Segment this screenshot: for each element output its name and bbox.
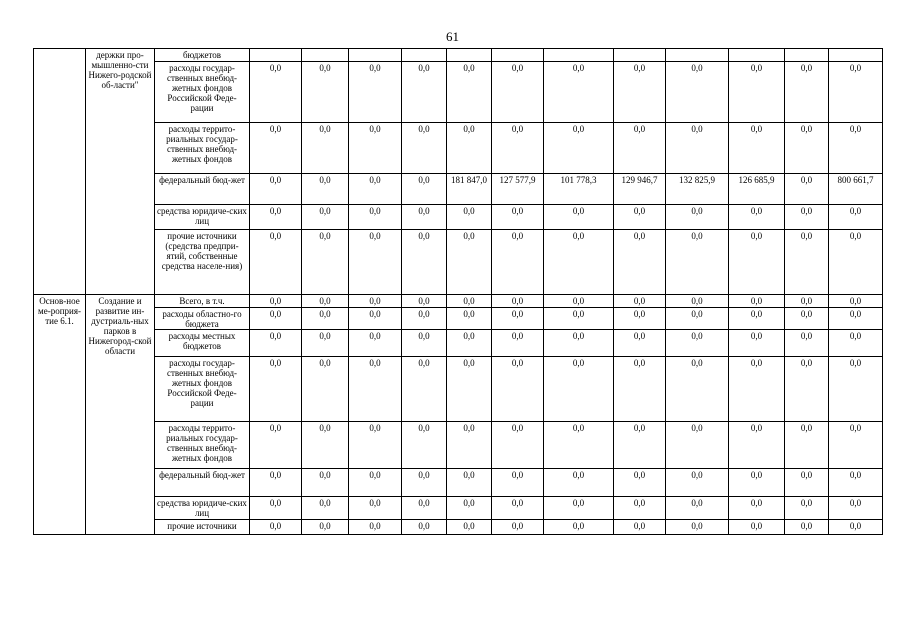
value-cell: 0,0 [829,330,883,357]
value-cell: 0,0 [544,422,614,469]
table-row [34,295,883,308]
value-cell [250,49,302,62]
value-cell: 0,0 [349,497,402,520]
value-cell: 0,0 [785,497,829,520]
event-name-cell: держки про-мышленно-сти Нижего-родской об-ласти" [86,49,155,295]
value-cell: 0,0 [729,422,785,469]
value-cell: 0,0 [544,62,614,123]
value-cell: 0,0 [544,123,614,174]
table-row [34,49,883,62]
value-cell: 0,0 [729,123,785,174]
value-cell: 0,0 [785,62,829,123]
value-cell [666,49,729,62]
value-cell: 0,0 [302,469,349,497]
value-cell: 0,0 [250,308,302,330]
value-cell: 0,0 [666,520,729,535]
value-cell: 0,0 [829,295,883,308]
value-cell: 0,0 [402,295,447,308]
funding-source-cell: Всего, в т.ч. [155,295,250,308]
value-cell: 0,0 [614,357,666,422]
value-cell: 0,0 [729,295,785,308]
value-cell: 0,0 [402,308,447,330]
value-cell: 0,0 [729,230,785,295]
value-cell: 0,0 [302,357,349,422]
table-row [34,422,883,469]
value-cell: 132 825,9 [666,174,729,205]
value-cell: 0,0 [402,174,447,205]
table-row [34,123,883,174]
value-cell: 0,0 [302,422,349,469]
table-row [34,357,883,422]
value-cell: 0,0 [785,308,829,330]
value-cell: 0,0 [544,469,614,497]
value-cell: 0,0 [666,123,729,174]
value-cell: 0,0 [302,205,349,230]
value-cell: 0,0 [447,62,492,123]
value-cell: 0,0 [447,357,492,422]
value-cell [447,49,492,62]
value-cell: 0,0 [666,497,729,520]
value-cell: 0,0 [785,174,829,205]
value-cell: 0,0 [614,497,666,520]
value-cell: 0,0 [666,357,729,422]
value-cell: 0,0 [250,205,302,230]
value-cell: 0,0 [250,330,302,357]
value-cell [349,49,402,62]
value-cell: 0,0 [729,330,785,357]
table-row [34,520,883,535]
value-cell: 0,0 [349,230,402,295]
section-top [34,49,883,295]
value-cell: 0,0 [402,422,447,469]
value-cell: 0,0 [302,230,349,295]
value-cell: 0,0 [250,469,302,497]
value-cell [785,49,829,62]
value-cell: 0,0 [829,62,883,123]
value-cell [302,49,349,62]
value-cell: 0,0 [785,205,829,230]
value-cell: 0,0 [614,295,666,308]
value-cell: 0,0 [302,295,349,308]
value-cell: 0,0 [614,230,666,295]
value-cell: 0,0 [447,308,492,330]
value-cell: 0,0 [614,422,666,469]
value-cell: 126 685,9 [729,174,785,205]
value-cell: 0,0 [785,230,829,295]
value-cell: 0,0 [492,422,544,469]
funding-source-cell: федеральный бюд-жет [155,174,250,205]
value-cell: 0,0 [544,230,614,295]
value-cell: 0,0 [447,295,492,308]
value-cell: 0,0 [250,497,302,520]
table-row [34,330,883,357]
value-cell: 0,0 [729,62,785,123]
value-cell: 101 778,3 [544,174,614,205]
value-cell: 0,0 [492,230,544,295]
value-cell: 0,0 [729,497,785,520]
value-cell: 0,0 [402,123,447,174]
value-cell: 0,0 [729,520,785,535]
value-cell: 129 946,7 [614,174,666,205]
value-cell: 0,0 [666,308,729,330]
value-cell: 0,0 [402,520,447,535]
value-cell: 0,0 [492,308,544,330]
value-cell: 0,0 [302,123,349,174]
value-cell: 0,0 [829,469,883,497]
value-cell: 0,0 [447,422,492,469]
value-cell: 0,0 [829,308,883,330]
value-cell: 0,0 [666,62,729,123]
value-cell: 0,0 [492,330,544,357]
funding-source-cell: расходы областно-го бюджета [155,308,250,330]
value-cell: 0,0 [302,330,349,357]
value-cell: 0,0 [402,497,447,520]
value-cell: 0,0 [349,123,402,174]
value-cell: 0,0 [544,520,614,535]
value-cell: 0,0 [492,497,544,520]
value-cell: 0,0 [785,123,829,174]
value-cell: 0,0 [614,308,666,330]
value-cell: 0,0 [614,123,666,174]
value-cell: 0,0 [666,469,729,497]
value-cell: 0,0 [785,357,829,422]
value-cell: 0,0 [349,469,402,497]
value-cell: 0,0 [829,357,883,422]
value-cell: 0,0 [666,422,729,469]
funding-source-cell: федеральный бюд-жет [155,469,250,497]
value-cell: 0,0 [785,295,829,308]
value-cell: 0,0 [492,205,544,230]
value-cell: 0,0 [402,62,447,123]
funding-source-cell: расходы местных бюджетов [155,330,250,357]
table-row [34,205,883,230]
value-cell: 0,0 [666,295,729,308]
value-cell: 0,0 [492,123,544,174]
value-cell: 0,0 [447,330,492,357]
funding-source-cell: средства юридиче-ских лиц [155,205,250,230]
value-cell: 0,0 [785,469,829,497]
value-cell: 0,0 [302,520,349,535]
value-cell: 0,0 [250,174,302,205]
value-cell [544,49,614,62]
value-cell: 0,0 [544,497,614,520]
table-row [34,469,883,497]
value-cell: 127 577,9 [492,174,544,205]
value-cell: 0,0 [302,62,349,123]
event-name-cell: Создание и развитие ин-дустриаль-ных парков в Нижегород-ской области [86,295,155,535]
value-cell: 0,0 [492,520,544,535]
table-row [34,230,883,295]
value-cell: 0,0 [349,357,402,422]
value-cell: 0,0 [447,520,492,535]
value-cell: 0,0 [302,308,349,330]
value-cell: 0,0 [829,422,883,469]
funding-source-cell: расходы государ-ственных внебюд-жетных фондов Российской Феде-рации [155,357,250,422]
value-cell: 0,0 [544,330,614,357]
value-cell: 0,0 [250,295,302,308]
value-cell: 0,0 [250,357,302,422]
value-cell: 0,0 [544,295,614,308]
value-cell: 0,0 [250,520,302,535]
value-cell: 0,0 [492,357,544,422]
value-cell: 0,0 [302,497,349,520]
value-cell [729,49,785,62]
funding-source-cell: расходы террито-риальных государ-ственных внебюд-жетных фондов [155,123,250,174]
event-label-cell: Основ-ное ме-роприя-тие 6.1. [34,295,86,535]
value-cell: 0,0 [349,205,402,230]
value-cell: 0,0 [492,469,544,497]
value-cell: 0,0 [614,469,666,497]
value-cell [402,49,447,62]
value-cell: 0,0 [666,330,729,357]
value-cell: 0,0 [447,205,492,230]
value-cell: 0,0 [250,422,302,469]
value-cell: 0,0 [492,62,544,123]
funding-source-cell: расходы террито-риальных государ-ственных внебюд-жетных фондов [155,422,250,469]
value-cell: 0,0 [250,123,302,174]
event-label-cell [34,49,86,295]
value-cell: 0,0 [544,357,614,422]
value-cell: 0,0 [492,295,544,308]
budget-table [33,48,883,535]
value-cell [614,49,666,62]
value-cell: 0,0 [729,308,785,330]
funding-source-cell: расходы государ-ственных внебюд-жетных фондов Российской Феде-рации [155,62,250,123]
value-cell: 0,0 [349,520,402,535]
value-cell: 0,0 [614,330,666,357]
funding-source-cell: прочие источники (средства предпри-ятий, собственные средства населе-ния) [155,230,250,295]
value-cell: 0,0 [544,308,614,330]
value-cell: 0,0 [614,62,666,123]
value-cell: 0,0 [447,230,492,295]
value-cell: 0,0 [349,308,402,330]
value-cell: 0,0 [829,205,883,230]
value-cell: 0,0 [402,230,447,295]
section-bottom [34,295,883,535]
value-cell: 0,0 [402,357,447,422]
value-cell: 0,0 [402,205,447,230]
table-row [34,308,883,330]
funding-source-cell: средства юридиче-ских лиц [155,497,250,520]
value-cell: 0,0 [829,230,883,295]
value-cell: 0,0 [447,497,492,520]
table-row [34,497,883,520]
value-cell: 0,0 [349,62,402,123]
value-cell: 0,0 [666,230,729,295]
value-cell: 0,0 [729,357,785,422]
value-cell: 0,0 [349,295,402,308]
funding-source-cell: прочие источники [155,520,250,535]
value-cell [829,49,883,62]
value-cell: 0,0 [402,469,447,497]
value-cell: 0,0 [447,123,492,174]
value-cell: 0,0 [614,205,666,230]
page-number: 61 [446,29,459,44]
value-cell: 0,0 [729,205,785,230]
table-row [34,62,883,123]
value-cell: 0,0 [447,469,492,497]
value-cell: 0,0 [785,520,829,535]
value-cell: 0,0 [544,205,614,230]
value-cell: 0,0 [614,520,666,535]
value-cell: 0,0 [829,497,883,520]
value-cell: 0,0 [785,330,829,357]
value-cell: 0,0 [302,174,349,205]
table-row [34,174,883,205]
value-cell: 0,0 [829,520,883,535]
value-cell: 0,0 [402,330,447,357]
value-cell: 0,0 [250,62,302,123]
value-cell: 0,0 [349,330,402,357]
funding-source-cell: бюджетов [155,49,250,62]
value-cell: 0,0 [250,230,302,295]
value-cell: 0,0 [349,422,402,469]
value-cell: 0,0 [829,123,883,174]
value-cell: 0,0 [785,422,829,469]
value-cell: 0,0 [349,174,402,205]
value-cell: 181 847,0 [447,174,492,205]
value-cell: 800 661,7 [829,174,883,205]
value-cell: 0,0 [666,205,729,230]
value-cell: 0,0 [729,469,785,497]
value-cell [492,49,544,62]
